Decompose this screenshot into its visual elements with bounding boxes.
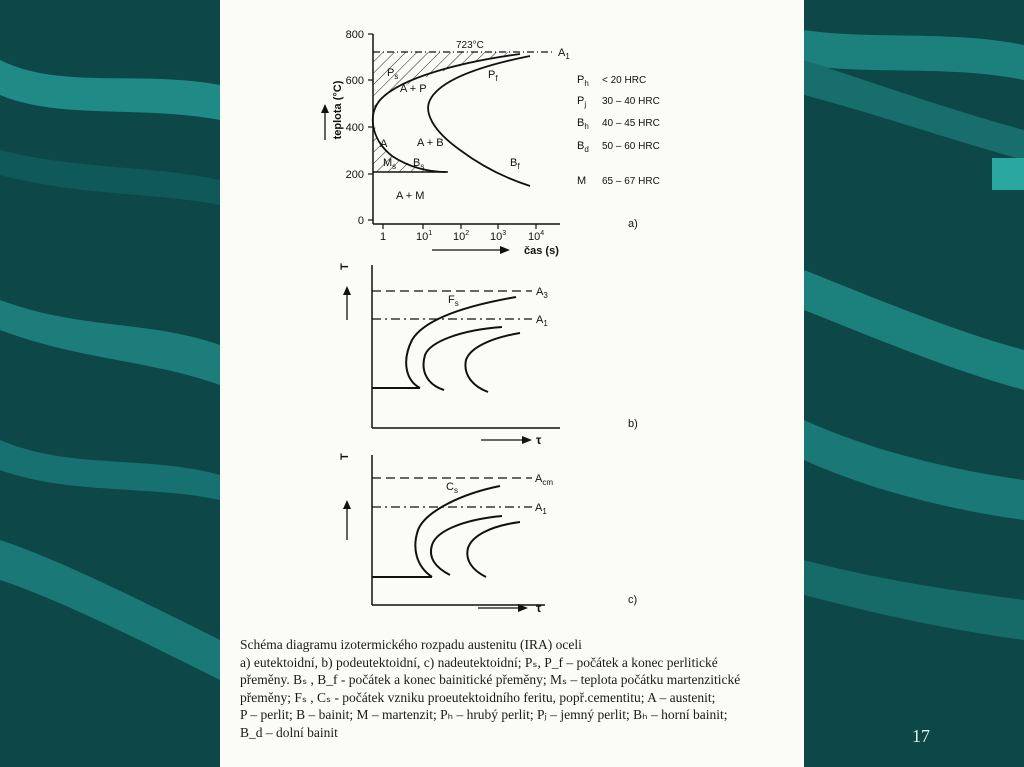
- panel-b-y-axis-label: T: [339, 263, 351, 270]
- panel-a-y-tick-200: 200: [345, 169, 364, 181]
- panel-b: [339, 263, 638, 447]
- panel-a-y-tick-0: 0: [357, 215, 364, 227]
- panel-a-x-tick-10-2: $10^2$: [453, 230, 470, 243]
- slide-page-number: 17: [912, 726, 930, 746]
- panel-b-a1-label: $A_1$: [536, 314, 548, 328]
- panel-c-cs-label: $C_s$: [446, 481, 458, 495]
- hardness-value-bh: 40 – 45 HRC: [602, 118, 660, 129]
- hardness-phase-m: M: [577, 175, 587, 187]
- panel-a-y-tick-400: 400: [345, 122, 364, 134]
- panel-a-a1-label: $A_1$: [558, 47, 570, 61]
- panel-c-pearlite-end-curve: [467, 522, 520, 577]
- panel-a-region-am: A + M: [396, 190, 425, 202]
- hardness-value-ph: < 20 HRC: [602, 75, 647, 86]
- panel-a-x-tick-10-4: $10^4$: [528, 230, 545, 243]
- hardness-phase-bh: $B_h$: [577, 117, 589, 131]
- caption-line: a) eutektoidní, b) podeutektoidní, c) nadeutektoidní; Pₛ, P_f – počátek a konec perlitické: [240, 654, 718, 670]
- panel-a: [321, 29, 660, 257]
- panel-a-tag: a): [628, 218, 638, 230]
- panel-a-region-ab: A + B: [417, 137, 444, 149]
- caption-line: Schéma diagramu izotermického rozpadu austenitu (IRA) oceli: [240, 637, 582, 652]
- panel-a-hardness-legend: [577, 74, 660, 187]
- panel-a-x-tick-10-1: $10^1$: [416, 230, 433, 243]
- panel-b-a3-label: $A_3$: [536, 286, 548, 300]
- panel-c-y-axis-label: T: [339, 453, 351, 460]
- panel-b-x-axis-label: τ: [536, 433, 542, 447]
- panel-c-acm-label: $A_{cm}$: [535, 473, 554, 487]
- panel-c-x-axis-label: τ: [536, 601, 542, 615]
- caption-line: přeměny; Fₛ , Cₛ - počátek vzniku proeutektoidního feritu, popř.cementitu; A – austenit;: [240, 689, 716, 705]
- caption-line: B_d – dolní bainit: [240, 724, 338, 740]
- hardness-phase-bd: $B_d$: [577, 140, 589, 154]
- panel-a-x-axis-label: čas (s): [524, 245, 559, 257]
- panel-b-pearlite-start-curve: [424, 327, 502, 390]
- panel-b-pearlite-end-curve: [465, 333, 520, 392]
- panel-a-temp-label: 723°C: [456, 40, 484, 51]
- panel-a-y-axis-label: teplota (°C): [332, 80, 344, 140]
- hardness-value-bd: 50 – 60 HRC: [602, 141, 660, 152]
- hardness-phase-ph: $P_h$: [577, 74, 589, 88]
- panel-c-pearlite-start-curve: [431, 516, 502, 575]
- panel-a-label-ps: $P_s$: [387, 67, 399, 81]
- hardness-phase-pj: $P_j$: [577, 95, 587, 109]
- panel-a-region-ap: A + P: [400, 83, 427, 95]
- panel-c-a1-label: $A_1$: [535, 502, 547, 516]
- caption-line: P – perlit; B – bainit; M – martenzit; Pₕ – hrubý perlit; Pⱼ – jemný perlit; Bₕ – horní bainit;: [240, 707, 728, 722]
- figure-caption: [240, 636, 795, 741]
- panel-b-fs-curve: [372, 297, 516, 388]
- panel-c-tag: c): [628, 594, 638, 606]
- hardness-value-pj: 30 – 40 HRC: [602, 96, 660, 107]
- panel-c: [339, 453, 637, 615]
- document-sheet: [220, 0, 804, 767]
- panel-a-label-bs: $B_s$: [413, 157, 425, 171]
- caption-line: přeměny. Bₛ , B_f - počátek a konec bainitické přeměny; Mₛ – teplota počátku martenzitické: [240, 672, 741, 687]
- panel-a-label-ms: $M_s$: [383, 157, 397, 171]
- panel-a-region-a: A: [380, 138, 388, 150]
- panel-a-label-pf: $P_f$: [488, 69, 498, 83]
- panel-b-tag: b): [628, 418, 638, 430]
- hardness-value-m: 65 – 67 HRC: [602, 176, 660, 187]
- panel-a-y-tick-800: 800: [345, 29, 364, 41]
- panel-a-x-tick-10-3: $10^3$: [490, 230, 507, 243]
- panel-a-x-tick-1: 1: [380, 231, 387, 243]
- panel-b-fs-label: $F_s$: [448, 294, 459, 308]
- ira-diagram-figure: [220, 0, 804, 640]
- panel-a-y-tick-600: 600: [345, 75, 364, 87]
- panel-a-label-bf: $B_f$: [510, 157, 520, 171]
